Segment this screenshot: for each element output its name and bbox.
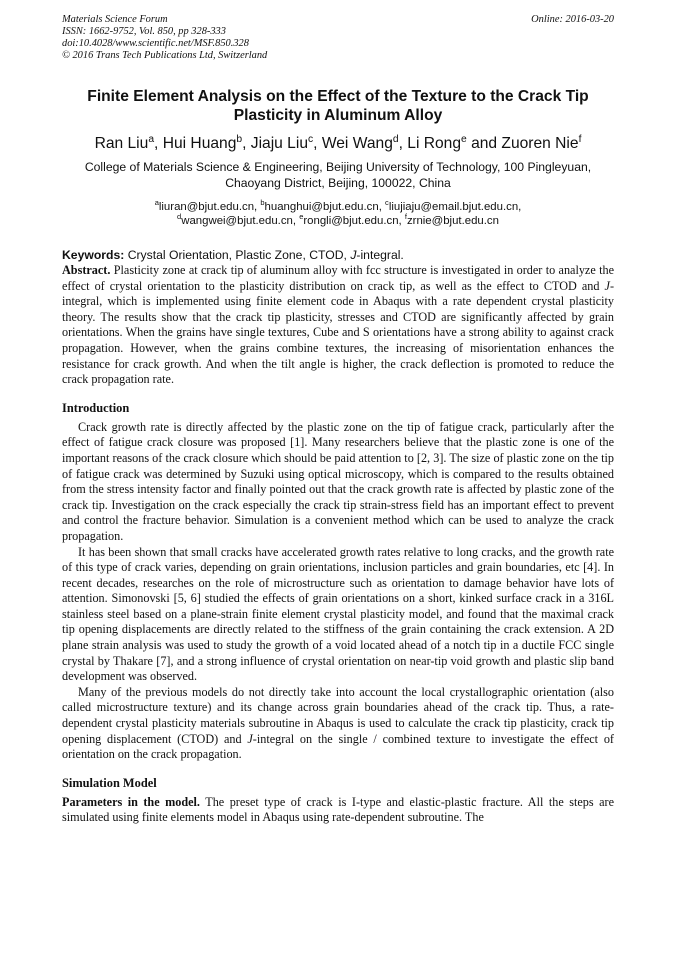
journal-copyright: © 2016 Trans Tech Publications Ltd, Switzerland: [62, 50, 268, 61]
email-address: huanghui@bjut.edu.cn,: [264, 201, 386, 213]
email-mark: c: [385, 198, 389, 208]
simulation-runin: Parameters in the model.: [62, 794, 200, 809]
journal-issn: ISSN: 1662-9752, Vol. 850, pp 328-333: [62, 26, 226, 37]
journal-header: [62, 14, 614, 62]
online-date: Online: 2016-03-20: [531, 14, 614, 25]
affiliation: College of Materials Science & Engineering, Beijing University of Technology, 100 Pingleyuan, Chaoyang District, Beijing, 100022, China: [84, 160, 592, 190]
intro-p3-j: J: [247, 731, 253, 746]
author-name: Jiaju Liu: [250, 135, 308, 152]
simulation-text: The preset type of crack is I-type and elastic-plastic fracture. All the steps are simulated using finite elements model in Abaqus using rate-dependent subroutine. The: [62, 794, 614, 825]
intro-paragraph-1: Crack growth rate is directly affected by the plastic zone on the tip of fatigue crack, particularly after the effect of fatigue crack closure was proposed [1]. Many researchers believe that the plastic zone is one of the important reasons of the crack closure which should be paid attention to [2, 3]. The size of plastic zone on the tip of fatigue crack was determined by Suzuki using optical microscopy, which is compared to the results obtained from the stress intensity factor and finally pointed out that the crack growth rate is affected by plastic zone of the crack tip. Investigation on the crack especially the crack tip strain-stress field has an important effect to prevent and control the fracture behavior. Simulation is a convenient method which can be used to analyze the crack propagation.: [62, 419, 614, 543]
journal-info: [62, 14, 267, 62]
journal-name: Materials Science Forum: [62, 14, 168, 25]
author-separator: ,: [398, 135, 408, 152]
author-mark: a: [148, 133, 155, 145]
keywords-label: Keywords:: [62, 248, 125, 262]
intro-p3-text-2: -integral on the single / combined texture to investigate the effect of orientation on the crack propagation.: [62, 731, 614, 762]
email-mark: e: [299, 212, 304, 222]
email-mark: a: [154, 198, 159, 208]
abstract: [62, 263, 614, 388]
abstract-label: Abstract.: [62, 263, 111, 277]
author-separator: ,: [154, 135, 163, 152]
email-address: rongli@bjut.edu.cn,: [303, 215, 405, 227]
author-separator: ,: [242, 135, 251, 152]
keywords: [62, 248, 614, 263]
simulation-heading: Simulation Model: [62, 775, 157, 790]
author-name: Li Rong: [407, 135, 462, 152]
intro-paragraph-2: It has been shown that small cracks have accelerated growth rates relative to long cracks, and the growth rate of this type of crack varies, depending on grain orientations, inclusion particles and grain boundaries, etc [4]. In recent decades, researches on the role of microstructure such as orientation to damage behavior have lots of attention. Simonovski [5, 6] studied the effects of grain orientations on a short, kinked surface crack in a 316L stainless steel based on a plane-strain finite element crystal plasticity model, and found that the maximal crack tip opening displacements are directly related to the stiffness of the grain containing the crack extension. A 2D plane strain analysis was used to study the growth of a void located ahead of a notch tip in a ductile FCC single crystal by Thakare [7], and a strong influence of crystal orientation on near-tip void growth and plastic slip band development was observed.: [62, 544, 614, 684]
paper-title: Finite Element Analysis on the Effect of the Texture to the Crack Tip Plasticity in Aluminum Alloy: [87, 88, 589, 124]
email-address: wangwei@bjut.edu.cn,: [181, 215, 300, 227]
simulation-paragraph: [62, 795, 614, 826]
author-name: Zuoren Nie: [501, 135, 579, 152]
abstract-j: J: [604, 278, 610, 293]
email-address: zrnie@bjut.edu.cn: [406, 215, 499, 227]
author-list: [62, 134, 614, 154]
journal-doi: doi:10.4028/www.scientific.net/MSF.850.328: [62, 38, 249, 49]
author-mark: b: [236, 133, 243, 145]
abstract-text-1: Plasticity zone at crack tip of aluminum alloy with fcc structure is investigated in order to analyze the effect of crystal orientation to the plasticity distribution on crack tip, as well as the effect to CTOD and: [62, 263, 614, 293]
author-separator: and: [466, 135, 502, 152]
keywords-j: J: [350, 248, 357, 262]
keywords-text: Crystal Orientation, Plastic Zone, CTOD,: [124, 248, 351, 262]
author-mark: d: [392, 133, 399, 145]
author-mark: f: [578, 133, 582, 145]
email-address: liuran@bjut.edu.cn,: [158, 201, 261, 213]
author-name: Ran Liu: [94, 135, 149, 152]
author-mark: e: [461, 133, 467, 145]
intro-p3-text-1: Many of the previous models do not directly take into account the local crystallographic orientation (also called microstructure texture) and its change across grain boundaries ahead of the crack tip. Thus, a rate-dependent crystal plasticity materials subroutine in Abaqus is used to calculate the crack tip plasticity, crack tip opening displacement (CTOD) and: [62, 684, 614, 746]
email-line: [62, 214, 614, 228]
introduction-heading: Introduction: [62, 400, 130, 415]
author-name: Wei Wang: [321, 135, 393, 152]
email-mark: d: [177, 212, 182, 222]
intro-paragraph-3: [62, 685, 614, 763]
abstract-text-2: -integral, which is implemented using finite element code in Abaqus with a rate dependent crystal plasticity theory. The results show that the crack tip plasticity, stresses and CTOD are significantly affected by grain orientations. When the grains have single textures, Cube and S orientations have a strong ability to against crack propagation. However, when the grains combine textures, the increasing of misorientation enhances the resistance for crack growth. And when the tilt angle is higher, the crack deflection is promoted to reduce the crack propagation rate.: [62, 278, 614, 387]
email-mark: f: [404, 212, 407, 222]
author-separator: ,: [313, 135, 322, 152]
email-mark: b: [260, 198, 265, 208]
email-address: liujiaju@email.bjut.edu.cn,: [388, 201, 522, 213]
author-name: Hui Huang: [162, 135, 237, 152]
email-line: [62, 200, 614, 214]
keywords-tail: -integral.: [356, 248, 404, 262]
email-list: [62, 200, 614, 228]
author-mark: c: [308, 133, 314, 145]
